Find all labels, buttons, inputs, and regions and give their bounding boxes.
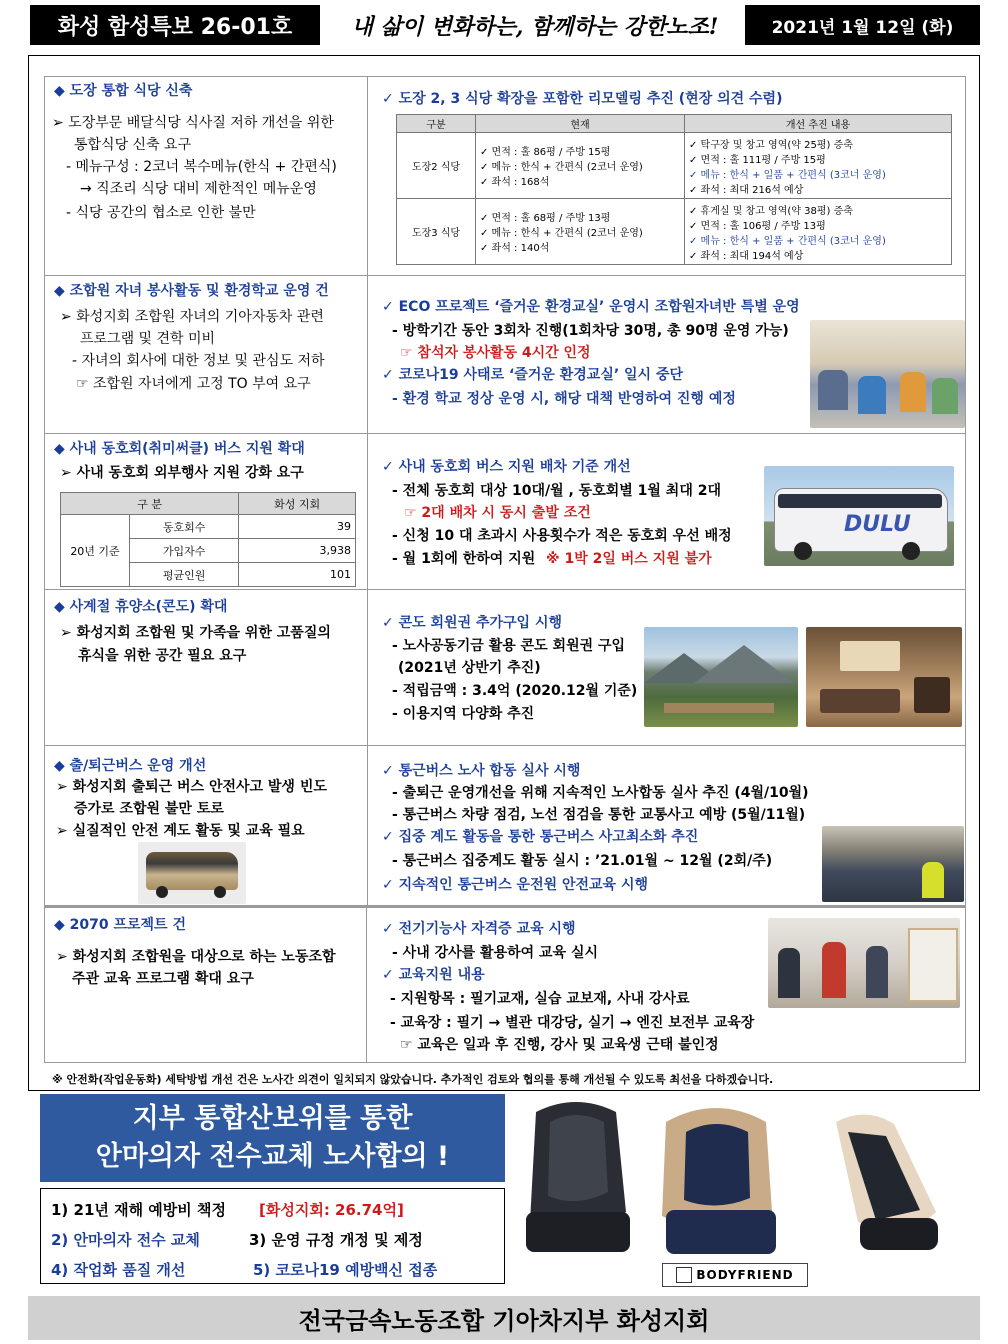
banner-line-2: 안마의자 전수교체 노사합의 ! [95,1141,450,1172]
table-cell: 101 [239,563,356,587]
section-text: ✓ 교육지원 내용 [382,967,485,983]
section-text: ➢ 화성지회 조합원 및 가족을 위한 고품질의 [60,625,331,641]
issue-badge: 화성 함성특보 26-01호 [30,5,320,45]
section-text: - 환경 학교 정상 운영 시, 해당 대책 반영하여 진행 예정 [392,391,736,407]
table-header: 개선 추진 내용 [685,115,952,133]
bodyfriend-logo [662,1263,808,1287]
right-title-cafeteria: ✓ 도장 2, 3 식당 확장을 포함한 리모델링 추진 (현장 의견 수렴) [382,91,783,107]
section-text: ☞ 2대 배차 시 동시 출발 조건 [404,505,591,521]
agreement-item-5: 5) 코로나19 예방백신 접종 [253,1261,438,1279]
footer: 전국금속노동조합 기아차지부 화성지회 [28,1296,980,1340]
agreement-item-1: 1) 21년 재해 예방비 책정 [51,1201,226,1219]
section-text: - 통근버스 차량 점검, 노선 점검을 통한 교통사고 예방 (5월/11월) [392,807,806,823]
table-line: ✓ 메뉴 : 한식 + 일품 + 간편식 (3코너 운영) [689,169,886,181]
section-text: 휴식을 위한 공간 필요 요구 [78,648,247,664]
table-cell: 가입자수 [130,539,239,563]
section-text: ➢ 실질적인 안전 계도 활동 및 교육 필요 [56,823,305,839]
table-line: ✓ 면적 : 홀 111평 / 주방 15평 [689,154,826,166]
section-text: - 노사공동기금 활용 콘도 회원권 구입 [392,638,626,654]
section-text: (2021년 상반기 추진) [398,660,541,676]
table-cell [476,133,685,199]
section-text: ✓ 콘도 회원권 추가구입 시행 [382,615,562,631]
section-text: - 사내 강사를 활용하여 교육 실시 [392,945,598,961]
club-table [60,492,356,587]
agreement-banner [40,1094,505,1182]
section-title-2070: ◆ 2070 프로젝트 건 [54,917,186,933]
table-line: ✓ 면적 : 홀 68평 / 주방 13평 [480,213,611,224]
section-text: ✓ 코로나19 사태로 ‘즐거운 환경교실’ 일시 중단 [382,367,684,383]
section-text: ✓ 통근버스 노사 합동 실사 시행 [382,763,581,779]
table-cell [476,199,685,265]
massage-chair-white [836,1114,938,1250]
table-line: ✓ 좌석 : 168석 [480,177,550,188]
section-text: - 교육장 : 필기 → 별관 대강당, 실기 → 엔진 보전부 교육장 [390,1015,755,1031]
section-text: - 방학기간 동안 3회차 진행(1회차당 30명, 총 90명 운영 가능) [392,323,789,339]
section-text: 통합식당 신축 요구 [74,137,192,153]
table-line: ✓ 메뉴 : 한식 + 일품 + 간편식 (3코너 운영) [689,235,886,247]
banner-line-1: 지부 통합산보위를 통한 [132,1103,413,1134]
table-line: ✓ 메뉴 : 한식 + 간편식 (2코너 운영) [480,162,643,173]
brand-name: BODYFRIEND [696,1268,794,1282]
classroom-photo [810,320,965,428]
agreement-list [40,1188,505,1284]
footnote: ※ 안전화(작업운동화) 세탁방법 개선 건은 노사간 의견이 일치되지 않았습니다. 추가적인 검토와 협의를 통해 개선될 수 있도록 최선을 다하겠습니다. [52,1073,774,1086]
coach-bus-photo [138,842,246,904]
table-cell: 평균인원 [130,563,239,587]
table-cell [685,133,952,199]
section-text: 프로그램 및 견학 미비 [80,331,216,347]
bus-photo [764,466,954,566]
section-text: - 전체 동호회 대상 10대/월 , 동호회별 1월 최대 2대 [392,483,721,499]
agreement-item-4: 4) 작업화 품질 개선 [51,1261,186,1279]
agreement-item-3: 3) 운영 규정 개정 및 제정 [249,1231,423,1249]
slogan: 내 삶이 변화하는, 함께하는 강한노조! [351,13,719,40]
section-text: ➢ 사내 동호회 외부행사 지원 강화 요구 [60,465,304,481]
section-title-commute-bus: ◆ 출/퇴근버스 운영 개선 [54,758,207,774]
section-text: ☞ 조합원 자녀에게 고정 TO 부여 요구 [76,376,311,392]
condo-room-photo [806,627,962,727]
section-text: - 지원항목 : 필기교재, 실습 교보재, 사내 강사료 [390,991,690,1007]
table-line: ✓ 면적 : 홀 106평 / 주방 13평 [689,220,826,232]
massage-chairs-illustration [516,1092,966,1260]
agreement-item-1-note: [화성지회: 26.74억] [259,1201,404,1219]
section-text: ➢ 화성지회 출퇴근 버스 안전사고 발생 빈도 [56,779,327,795]
section-text: ※ 1박 2일 버스 지원 불가 [546,551,712,567]
cafeteria-table [396,114,952,265]
section-title-condo: ◆ 사계절 휴양소(콘도) 확대 [54,599,228,615]
table-header: 현재 [476,115,685,133]
agreement-item-2: 2) 안마의자 전수 교체 [51,1231,200,1249]
section-text: - 식당 공간의 협소로 인한 불만 [66,205,256,221]
table-cell: 20년 기준 [61,515,130,587]
brand-mark-icon [676,1267,692,1283]
table-cell [685,199,952,265]
section-text: ☞ 교육은 일과 후 진행, 강사 및 교육생 근태 불인정 [400,1037,719,1053]
table-line: ✓ 좌석 : 최대 194석 예상 [689,250,804,262]
section-text: - 출퇴근 운영개선을 위해 지속적인 노사합동 실사 추진 (4월/10월) [392,785,809,801]
table-line: ✓ 좌석 : 140석 [480,243,550,254]
section-text: - 적립금액 : 3.4억 (2020.12월 기준) [392,683,638,699]
section-text: 주관 교육 프로그램 확대 요구 [72,971,254,987]
bus-logo: DULU [844,512,911,537]
table-cell: 39 [239,515,356,539]
table-header: 구분 [397,115,476,133]
table-cell: 3,938 [239,539,356,563]
section-text: - 월 1회에 한하여 지원 [392,551,536,567]
massage-chair-black [526,1102,630,1252]
section-text: 증가로 조합원 불만 토로 [74,801,224,817]
section-text: - 이용지역 다양화 추진 [392,706,535,722]
section-text: ➢ 도장부문 배달식당 식사질 저하 개선을 위한 [52,115,334,131]
section-text: - 메뉴구성 : 2코너 복수메뉴(한식 + 간편식) [66,159,337,175]
table-cell: 도장2 식당 [397,133,476,199]
table-line: ✓ 탁구장 및 창고 영역(약 25평) 증축 [689,139,853,151]
section-text: ✓ 집중 계도 활동을 통한 통근버스 사고최소화 추진 [382,829,699,845]
issue-date: 2021년 1월 12일 (화) [745,5,980,45]
section-text: - 통근버스 집중계도 활동 실시 : ’21.01월 ~ 12월 (2회/주) [392,853,773,869]
table-line: ✓ 좌석 : 최대 216석 예상 [689,184,804,196]
massage-chair-beige [662,1108,776,1254]
section-text: ✓ 지속적인 통근버스 운전원 안전교육 시행 [382,877,649,893]
table-header: 구 분 [61,493,239,515]
table-line: ✓ 메뉴 : 한식 + 간편식 (2코너 운영) [480,228,643,239]
section-title-children: ◆ 조합원 자녀 봉사활동 및 환경학교 운영 건 [54,283,329,299]
section-title-cafeteria: ◆ 도장 통합 식당 신축 [54,83,193,99]
electrician-class-photo [768,918,960,1008]
section-text: ☞ 참석자 봉사활동 4시간 인정 [400,345,591,361]
safety-training-photo [822,826,964,902]
section-text: ➢ 화성지회 조합원을 대상으로 하는 노동조합 [56,949,336,965]
section-text: ➢ 화성지회 조합원 자녀의 기아자동차 관련 [60,309,324,325]
table-line: ✓ 휴게실 및 창고 영역(약 38평) 증축 [689,205,853,217]
section-text: - 신청 10 대 초과시 사용횟수가 적은 동호회 우선 배정 [392,528,732,544]
table-header: 화성 지회 [239,493,356,515]
section-title-club-bus: ◆ 사내 동호회(취미써클) 버스 지원 확대 [54,441,305,457]
section-text: ✓ ECO 프로젝트 ‘즐거운 환경교실’ 운영시 조합원자녀반 특별 운영 [382,299,800,315]
section-text: → 직조리 식당 대비 제한적인 메뉴운영 [80,181,317,197]
section-text: - 자녀의 회사에 대한 정보 및 관심도 저하 [72,353,325,369]
table-cell: 동호회수 [130,515,239,539]
table-line: ✓ 면적 : 홀 86평 / 주방 15평 [480,147,611,158]
section-text: ✓ 사내 동호회 버스 지원 배차 기준 개선 [382,459,631,475]
table-cell: 도장3 식당 [397,199,476,265]
section-text: ✓ 전기기능사 자격증 교육 시행 [382,921,576,937]
mountain-photo [644,627,798,727]
